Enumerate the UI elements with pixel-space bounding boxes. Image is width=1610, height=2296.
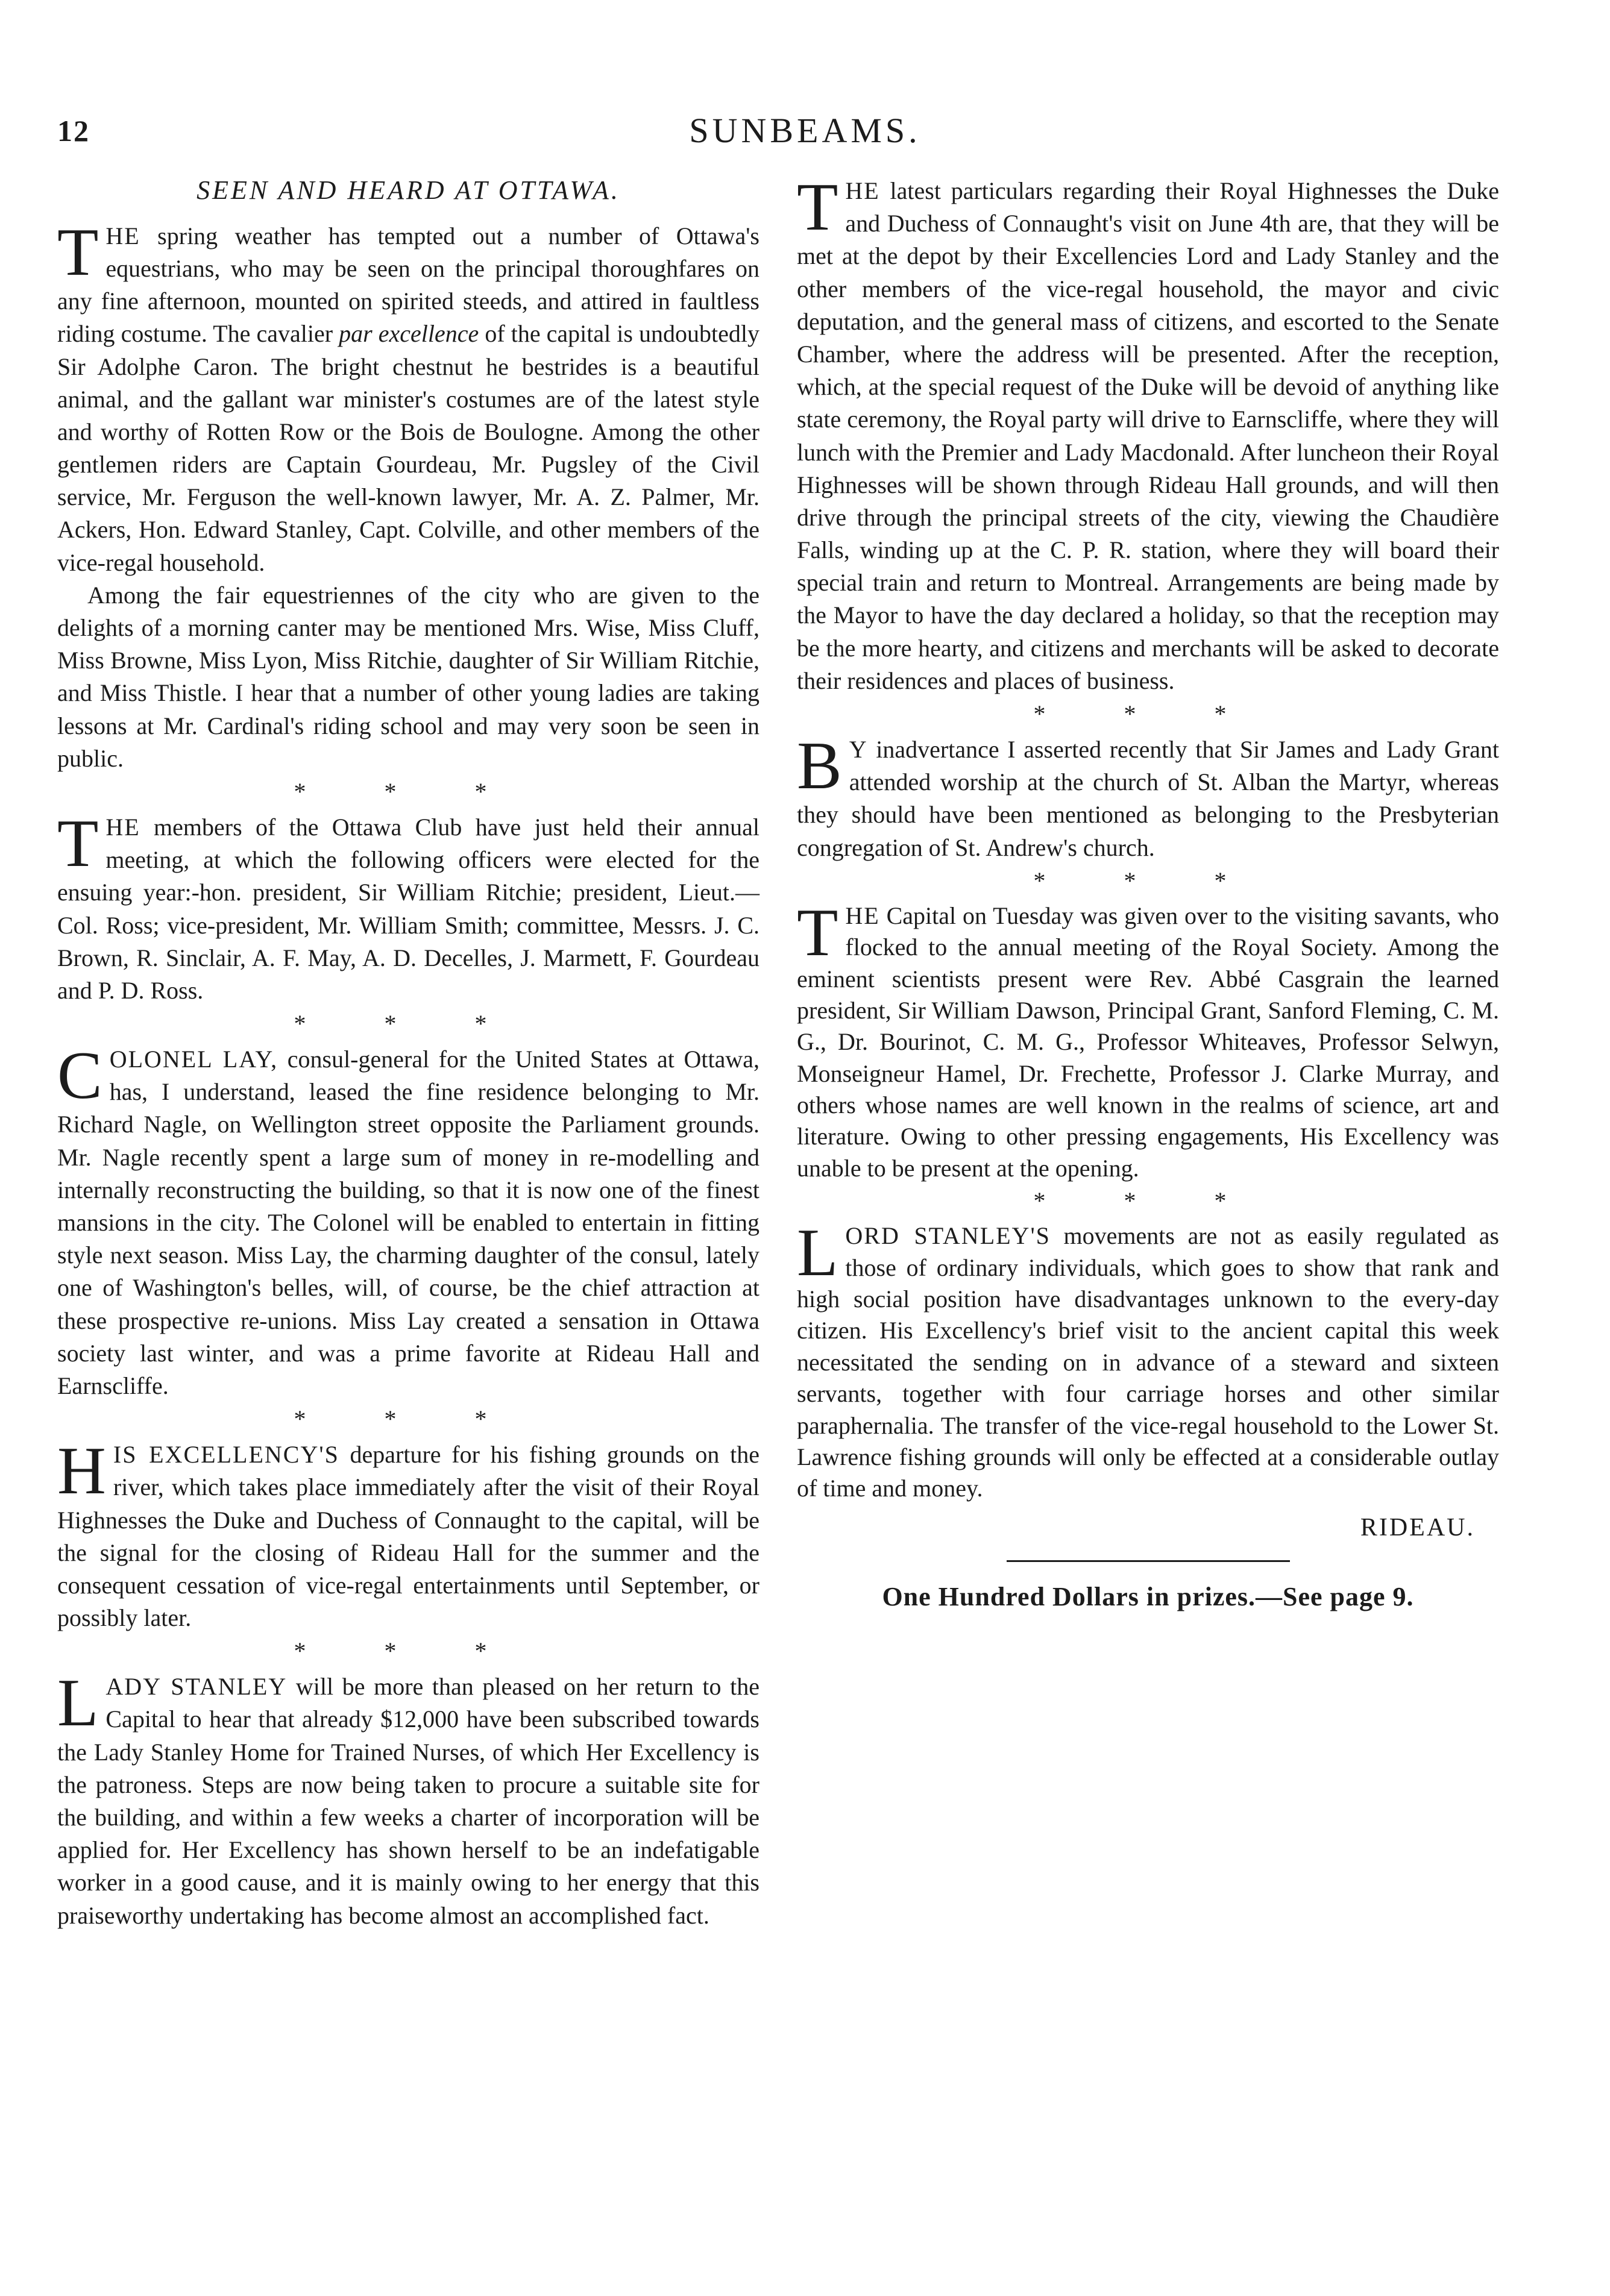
article-title: SEEN AND HEARD AT OTTAWA. (197, 175, 620, 205)
horizontal-rule (1007, 1560, 1290, 1562)
publication-title: SUNBEAMS. (689, 111, 921, 150)
paragraph-equestriennes: Among the fair equestriennes of the city who are given to the delights of a morning canter may be mentioned Mrs. Wise, Miss Cluff, Miss Browne, Miss Lyon, Miss Ritchie, daughter of Sir William Ritchie, and Miss Thistle. I hear that a number of other young ladies are taking lessons at Mr. Cardinal's riding school and may very soon be seen in public. (57, 581, 759, 772)
section-separator: * * * (1033, 1187, 1263, 1215)
paragraph-colonel-lay: COLONEL LAY, consul-general for the United States at Ottawa, has, I understand, leased the fine residence belonging to Mr. Richard Nagle, on Wellington street opposite the Parliament grounds. Mr. Nagle recently spent a large sum of money in re-modelling and internally reconstructing the building, so that it is now one of the finest mansions in the city. The Colonel will be enabled to entertain in fitting style next season. Miss Lay, the charming daughter of the consul, lately one of Washington's belles, will, of course, be the chief attraction at these prospective re-unions. Miss Lay created a sensation in Ottawa society last winter, and was a prime favorite at Rideau Hall and Earnscliffe. (57, 1038, 760, 1399)
section-separator: * * * (294, 777, 523, 805)
paragraph-lady-stanley: LADY STANLEY will be more than pleased on her return to the Capital to hear that already $12,000 have been subscribed towards the Lady Stanley Home for Trained Nurses, of which Her Excellency is the patroness. Steps are now being taken to procure a suitable site for the building, and within a few weeks a charter of incorporation will be applied for. Her Excellency has shown herself to be an indefatigable worker in a good cause, and it is mainly owing to her energy that this praiseworthy undertaking has become almost an accomplished fact. (57, 1666, 759, 1929)
drop-cap: T (57, 806, 99, 881)
section-separator: * * * (1033, 867, 1263, 894)
right-column (797, 170, 1499, 1612)
section-separator: * * * (294, 1010, 523, 1038)
tight-block (797, 895, 1499, 1505)
paragraph-royal-visit: THE latest particulars regarding their Royal Highnesses the Duke and Duchess of Connaught's visit on June 4th are, that they will be met at the depot by their Excellencies Lord and Lady Stanley and the other members of the vice-regal household, the mayor and civic deputation, and the general mass of citizens, and escorted to the Senate Chamber, where the address will be presented. After the reception, which, at the special request of the Duke will be devoid of anything like state ceremony, the Royal party will drive to Earnscliffe, where they will lunch with the Premier and Lady Macdonald. After luncheon their Royal Highnesses will be shown through Rideau Hall grounds, and will then drive through the principal streets of the city, viewing the Chaudière Falls, winding up at the C. P. R. station, where they will board their special train and return to Montreal. Arrangements are being made by the Mayor to have the day declared a holiday, so that the reception may be the more hearty, and citizens and merchants will be asked to decorate their residences and places of business. (797, 170, 1499, 694)
drop-cap: H (57, 1434, 106, 1509)
drop-cap: L (57, 1666, 99, 1741)
drop-cap: T (797, 170, 838, 245)
paragraph-correction: B Y inadvertance I asserted recently that Sir James and Lady Grant attended worship at the church of St. Alban the Martyr, whereas they should have been mentioned as belonging to the Presbyterian congregation of St. Andrew's church. (797, 729, 1499, 861)
drop-cap: B (797, 729, 842, 803)
section-separator: * * * (294, 1405, 523, 1433)
page-number: 12 (57, 114, 90, 148)
paragraph-lord-stanley: LORD STANLEY'S movements are not as easily regulated as those of ordinary individuals, which goes to show that rank and high social position have disadvantages unknown to the every-day citizen. His Excellency's brief visit to the ancient capital this week necessitated the sending on in advance of a steward and sixteen servants, together with four carriage horses and other similar paraphernalia. The transfer of the vice-regal household to the Lower St. Lawrence fishing grounds will only be effected at a considerable outlay of time and money. (797, 1215, 1499, 1502)
drop-cap: C (57, 1038, 102, 1114)
paragraph-ottawa-club: THE members of the Ottawa Club have just held their annual meeting, at which the following officers were elected for the ensuing year:-hon. president, Sir William Ritchie; president, Lieut.—Col. Ross; vice-president, Mr. William Smith; committee, Messrs. J. C. Brown, R. Sinclair, A. F. May, A. D. Decelles, J. Marmett, F. Gourdeau and P. D. Ross. (57, 806, 759, 1004)
author-signature: RIDEAU. (1360, 1513, 1475, 1542)
drop-cap: T (57, 215, 99, 290)
drop-cap: L (797, 1215, 838, 1291)
paragraph-his-excellency: HIS EXCELLENCY'S departure for his fishing grounds on the river, which takes place immediately after the visit of their Royal Highnesses the Duke and Duchess of Connaught to the capital, will be the signal for the closing of Rideau Hall for the summer and the consequent cessation of vice-regal entertainments until September, or possibly later. (57, 1434, 759, 1632)
paragraph-equestrians: THE spring weather has tempted out a number of Ottawa's equestrians, who may be seen on the principal thoroughfares on any fine afternoon, mounted on spirited steeds, and attired in faultless riding costume. The cavalier par excellence of the capital is undoubtedly Sir Adolphe Caron. The bright chestnut he bestrides is a beautiful animal, and the gallant war minister's costumes are of the latest style and worthy of Rotten Row or the Bois de Boulogne. Among the other gentlemen riders are Captain Gourdeau, Mr. Pugsley of the Civil service, Mr. Ferguson the well-known lawyer, Mr. A. Z. Palmer, Mr. Ackers, Hon. Edward Stanley, Capt. Colville, and other members of the vice-regal household. (57, 215, 760, 576)
drop-cap: T (797, 895, 838, 970)
italic-phrase: par excellence (339, 320, 479, 348)
paragraph-royal-society: THE Capital on Tuesday was given over to the visiting savants, who flocked to the annual meeting of the Royal Society. Among the eminent scientists present were Rev. Abbé Casgrain the learned president, Sir William Dawson, Principal Grant, Sanford Fleming, C. M. G., Dr. Bourinot, C. M. G., Professor Whiteaves, Professor Selwyn, Monseigneur Hamel, Dr. Frechette, Professor J. Clarke Murray, and others whose names are well known in the realms of science, art and literature. Owing to other pressing engagements, His Excellency was unable to be present at the opening. (797, 895, 1499, 1182)
prize-notice: One Hundred Dollars in prizes.—See page 9. (882, 1581, 1414, 1611)
section-separator: * * * (294, 1637, 523, 1665)
section-separator: * * * (1033, 700, 1263, 727)
left-column (57, 175, 759, 1932)
